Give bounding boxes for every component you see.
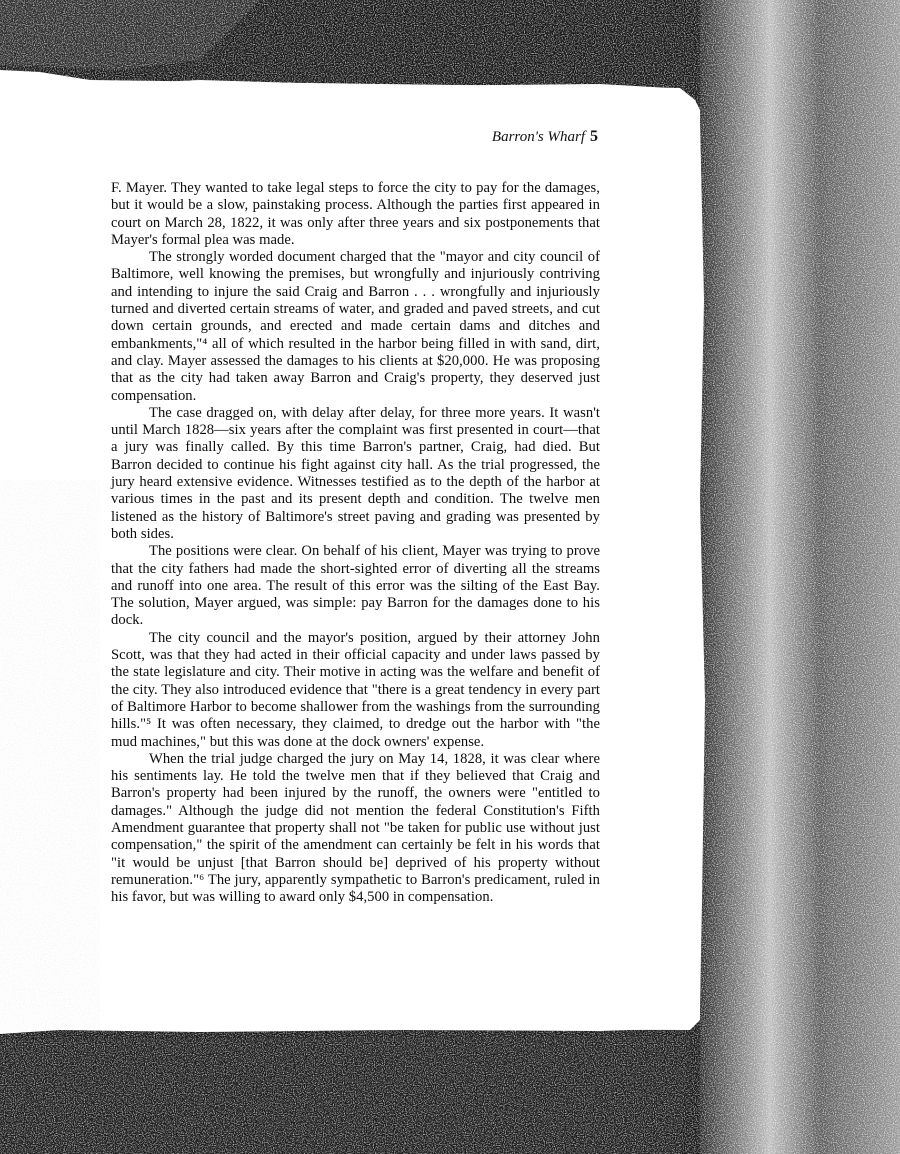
margin-speckle — [0, 480, 100, 1040]
paragraph: The strongly worded document charged that the "mayor and city council of Baltimore, well knowing the premises, but wrongfully and injuriously contriving and intending to injure the said Craig and Barron . . . wrongfully and injuriously turned and diverted certain streams of water, and graded and paved streets, and cut down certain grounds, and erected and made certain dams and ditches and embankments,"⁴ all of which resulted in the harbor being filled in with sand, dirt, and clay. Mayer assessed the damages to his clients at $20,000. He was proposing that as the city had taken away Barron and Craig's property, they deserved just compensation. — [111, 249, 600, 404]
page-number: 5 — [590, 128, 598, 145]
body-text — [111, 180, 600, 906]
paragraph: The case dragged on, with delay after delay, for three more years. It wasn't until March 1828—six years after the complaint was first presented in court—that a jury was finally called. By this time Barron's partner, Craig, had died. But Barron decided to continue his fight against city hall. As the trial progressed, the jury heard extensive evidence. Witnesses testified as to the depth of the harbor at various times in the past and its present depth and condition. The twelve men listened as the history of Baltimore's street paving and grading was presented by both sides. — [111, 404, 600, 542]
running-title: Barron's Wharf — [491, 129, 585, 145]
paragraph: F. Mayer. They wanted to take legal steps to force the city to pay for the damages, but it would be a slow, painstaking process. Although the parties first appeared in court on March 28, 1822, it was only after three years and six postponements that Mayer's formal plea was made. — [111, 180, 600, 248]
running-head — [470, 128, 598, 146]
paragraph: The positions were clear. On behalf of his client, Mayer was trying to prove that the city fathers had made the short-sighted error of diverting all the streams and runoff into one area. The result of this error was the silting of the East Bay. The solution, Mayer argued, was simple: pay Barron for the damages done to his dock. — [111, 543, 600, 629]
paragraph: The city council and the mayor's position, argued by their attorney John Scott, was that they had acted in their official capacity and under laws passed by the state legislature and city. Their motive in acting was the welfare and benefit of the city. They also introduced evidence that "there is a great tendency in every part of Baltimore Harbor to become shallower from the washings from the surrounding hills."⁵ It was often necessary, they claimed, to dredge out the harbor with "the mud machines," but this was done at the dock owners' expense. — [111, 629, 600, 750]
paragraph: When the trial judge charged the jury on May 14, 1828, it was clear where his sentiments lay. He told the twelve men that if they believed that Craig and Barron's property had been injured by the runoff, the owners were "entitled to damages." Although the judge did not mention the federal Constitution's Fifth Amendment guarantee that property shall not "be taken for public use without just compensation," the spirit of the amendment can certainly be felt in his words that "it would be unjust [that Barron should be] deprived of his property without remuneration."⁶ The jury, apparently sympathetic to Barron's predicament, ruled in his favor, but was willing to award only $4,500 in compensation. — [111, 750, 600, 906]
